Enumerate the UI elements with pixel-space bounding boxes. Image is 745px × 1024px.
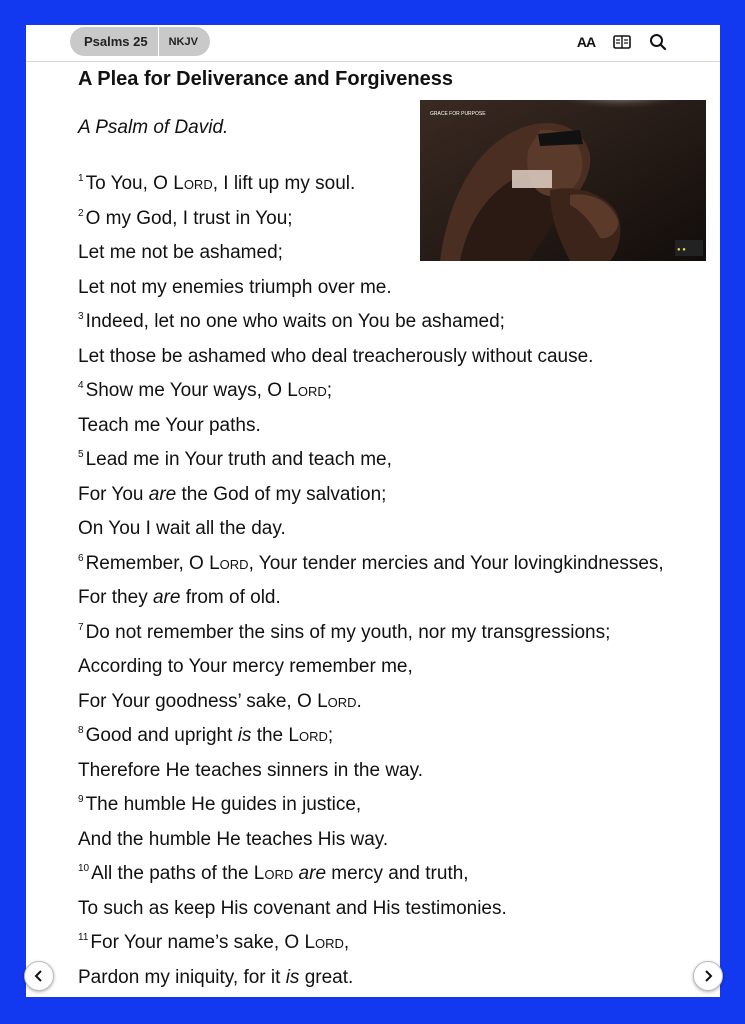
verse-number: 6 [78,552,84,564]
verse-text: For Your name’s sake, O [90,932,305,953]
psalm-superscription: A Psalm of David. [78,117,229,138]
verse-list [78,167,698,995]
verse-line[interactable] [78,547,698,582]
italic-word: are [152,587,181,608]
verse-line[interactable] [78,616,698,651]
verse-number: 10 [78,863,90,874]
verse-number: 7 [78,621,84,633]
divine-name: Lord [173,173,213,194]
verse-line[interactable] [78,167,698,202]
divine-name: Lord [209,552,249,574]
verse-text: great. [299,966,354,988]
verse-text: To such as keep His covenant and His testimonies. [78,897,507,919]
verse-text: For Your goodness’ sake, O [78,690,318,712]
verse-number: 5 [78,449,84,460]
verse-number: 1 [78,173,84,184]
verse-text: Let those be ashamed who deal treacherously without cause. [78,345,594,367]
verse-text: Pardon my iniquity, for it [78,966,286,988]
verse-text: Do not remember the sins of my youth, nor my transgressions; [85,621,611,643]
verse-text: Lead me in Your truth and teach me, [85,449,392,470]
verse-text: The humble He guides in justice, [85,794,362,815]
verse-text: Remember, O [85,552,210,574]
text-size-icon[interactable] [576,32,596,52]
passage-heading: A Plea for Deliverance and Forgiveness [78,68,453,90]
italic-word: are [298,863,327,884]
verse-text: For You [78,483,149,505]
verse-line[interactable] [78,374,698,409]
verse-text: Teach me Your paths. [78,414,261,436]
italic-word: are [148,483,177,505]
verse-line[interactable] [78,581,698,616]
verse-line[interactable] [78,650,698,685]
version-button[interactable]: NKJV [168,35,198,48]
video-watermark: GRACE FOR PURPOSE [430,111,486,117]
reader-view-icon[interactable] [612,32,632,52]
divine-name: Lord [317,690,357,712]
verse-line[interactable] [78,823,698,858]
verse-text: Show me Your ways, O [85,380,288,401]
text-size-label: AA [576,34,596,50]
chevron-left-icon [33,969,45,983]
verse-text: the God of my salvation; [176,483,387,505]
verse-text: Let me not be ashamed; [78,242,283,263]
verse-text: ; [326,380,333,401]
verse-text: O my God, I trust in You; [85,207,293,229]
verse-text: , Your tender mercies and Your lovingkindnesses, [248,552,664,574]
chevron-right-icon [702,969,714,983]
verse-text: Therefore He teaches sinners in the way. [78,759,423,781]
divine-name: Lord [287,380,327,401]
verse-number: 2 [78,207,84,219]
svg-text:● ●: ● ● [677,247,686,253]
verse-text: the [251,725,289,746]
divine-name: Lord [253,863,294,884]
verse-text: from of old. [180,587,281,608]
top-toolbar [26,25,720,62]
verse-number: 9 [78,794,84,805]
verse-line[interactable] [78,926,698,961]
verse-text: On You I wait all the day. [78,518,286,539]
search-icon[interactable] [648,32,668,52]
verse-line[interactable] [78,409,698,444]
divine-name: Lord [288,725,328,746]
verse-line[interactable] [78,788,698,823]
verse-text: mercy and truth, [326,863,469,884]
verse-text: Indeed, let no one who waits on You be ashamed; [85,311,505,332]
verse-text: , [343,932,350,953]
verse-line[interactable] [78,961,698,996]
verse-text: For they [78,587,153,608]
verse-text: To You, O [85,173,174,194]
toolbar-actions [576,32,668,52]
verse-line[interactable] [78,202,698,237]
bible-reader-page [26,25,720,997]
verse-line[interactable] [78,685,698,720]
verse-line[interactable] [78,512,698,547]
verse-line[interactable] [78,719,698,754]
verse-line[interactable] [78,271,698,306]
verse-line[interactable] [78,443,698,478]
verse-line[interactable] [78,478,698,513]
verse-line[interactable] [78,892,698,927]
passage-selector[interactable] [70,27,210,56]
verse-line[interactable] [78,340,698,375]
previous-chapter-button[interactable] [24,961,54,991]
book-chapter-button[interactable]: Psalms 25 [84,34,148,49]
verse-text: Good and upright [85,725,238,746]
italic-word: is [285,966,300,988]
verse-number: 8 [78,725,84,736]
verse-text: , I lift up my soul. [212,173,356,194]
verse-number: 3 [78,311,84,322]
verse-text: All the paths of the [91,863,254,884]
verse-text: ; [327,725,334,746]
verse-line[interactable] [78,236,698,271]
next-chapter-button[interactable] [693,961,723,991]
verse-number: 11 [78,932,89,943]
verse-line[interactable] [78,305,698,340]
verse-number: 4 [78,380,84,391]
verse-text: . [356,690,362,712]
divine-name: Lord [304,932,344,953]
verse-text: According to Your mercy remember me, [78,656,413,677]
verse-line[interactable] [78,754,698,789]
verse-text: Let not my enemies triumph over me. [78,276,392,298]
italic-word: is [237,725,252,746]
verse-text: And the humble He teaches His way. [78,828,389,850]
verse-line[interactable] [78,857,698,892]
